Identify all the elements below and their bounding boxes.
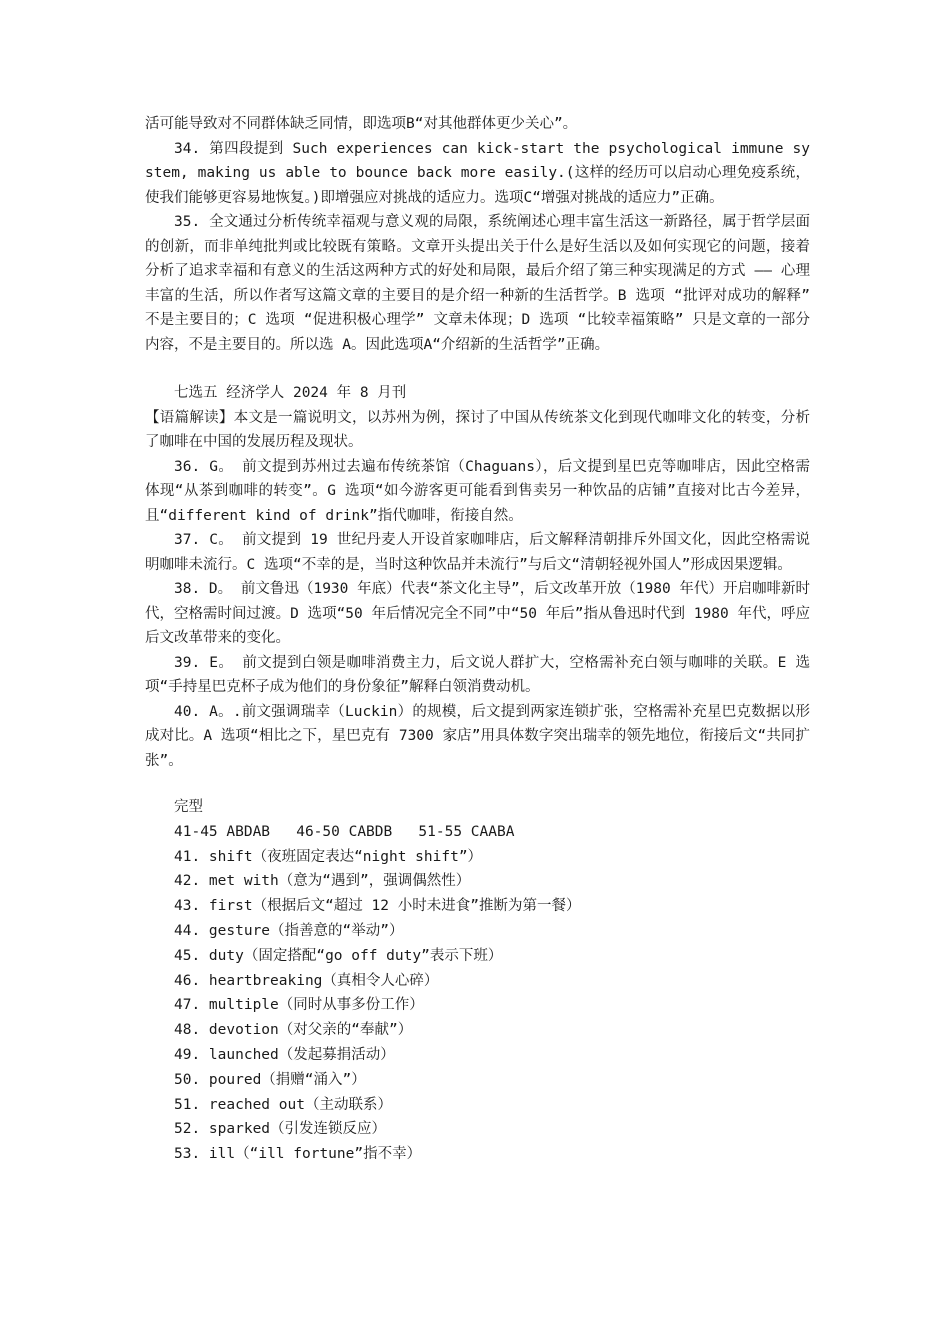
cloze-item-47: 47. multiple（同时从事多份工作）: [174, 997, 424, 1014]
cloze-item-44: 44. gesture（指善意的“举动”）: [174, 922, 404, 939]
answer-40: 40. A。.前文强调瑞幸（Luckin）的规模，后文提到两家连锁扩张，空格需补充星巴克数据以形成对比。A 选项“相比之下，星巴克有 7300 家店”用具体数字突出瑞幸的领先地位，衔接后文“共同扩张”。: [145, 703, 810, 769]
cloze-item-49: 49. launched（发起募捐活动）: [174, 1046, 395, 1063]
passage-interpretation: 【语篇解读】本文是一篇说明文，以苏州为例，探讨了中国从传统茶文化到现代咖啡文化的转变，分析了咖啡在中国的发展历程及现状。: [145, 409, 810, 450]
cloze-item-43: 43. first（根据后文“超过 12 小时未进食”推断为第一餐）: [174, 898, 581, 915]
cloze-item-50: 50. poured（捐赠“涌入”）: [174, 1071, 366, 1088]
answer-39: 39. E。 前文提到白领是咖啡消费主力，后文说人群扩大，空格需补充白领与咖啡的关联。E 选项“手持星巴克杯子成为他们的身份象征”解释白领消费动机。: [145, 654, 810, 695]
answer-36: 36. G。 前文提到苏州过去遍布传统茶馆（Chaguans），后文提到星巴克等咖啡店，因此空格需体现“从茶到咖啡的转变”。G 选项“如今游客更可能看到售卖另一种饮品的店铺”直接对比古今差异，且“different kind of drink”指代咖啡，衔接自然。: [145, 458, 810, 524]
cloze-answer-key: 41-45 ABDAB 46-50 CABDB 51-55 CAABA: [174, 823, 515, 840]
cloze-item-48: 48. devotion（对父亲的“奉献”）: [174, 1022, 413, 1039]
cloze-item-46: 46. heartbreaking（真相令人心碎）: [174, 972, 439, 989]
cloze-item-41: 41. shift（夜班固定表达“night shift”）: [174, 848, 483, 865]
answer-37: 37. C。 前文提到 19 世纪丹麦人开设首家咖啡店，后文解释清朝排斥外国文化，因此空格需说明咖啡未流行。C 选项“不幸的是，当时这种饮品并未流行”与后文“清朝轻视外国人”形成因果逻辑。: [145, 532, 810, 573]
cloze-item-51: 51. reached out（主动联系）: [174, 1096, 392, 1113]
paragraph-33-continuation: 活可能导致对不同群体缺乏同情，即选项B“对其他群体更少关心”。: [145, 116, 578, 132]
cloze-item-53: 53. ill（“ill fortune”指不幸）: [174, 1146, 422, 1163]
section-heading-seven-choose-five: 七选五 经济学人 2024 年 8 月刊: [174, 385, 407, 401]
paragraph-34: 34. 第四段提到 Such experiences can kick-start the psychological immune system, making us able to bounce back more easily.(这样的经历可以启动心理免疫系统，使我们能够更容易地恢复。)即增强应对挑战的适应力。选项C“增强对挑战的适应力”正确。: [145, 140, 810, 206]
section-heading-cloze: 完型: [174, 799, 203, 815]
answer-38: 38. D。 前文鲁迅（1930 年底）代表“茶文化主导”，后文改革开放（1980 年代）开启咖啡新时代，空格需时间过渡。D 选项“50 年后情况完全不同”中“50 年后”指从鲁迅时代到 1980 年代，呼应后文改革带来的变化。: [145, 581, 810, 646]
cloze-item-45: 45. duty（固定搭配“go off duty”表示下班）: [174, 947, 503, 964]
paragraph-35: 35. 全文通过分析传统幸福观与意义观的局限，系统阐述心理丰富生活这一新路径，属于哲学层面的创新，而非单纯批判或比较既有策略。文章开头提出关于什么是好生活以及如何实现它的问题，接着分析了追求幸福和有意义的生活这两种方式的好处和局限，最后介绍了第三种实现满足的方式 —— 心理丰富的生活，所以作者写这篇文章的主要目的是介绍一种新的生活哲学。B 选项 “批评对成功的解释” 不是主要目的；C 选项 “促进积极心理学” 文章未体现；D 选项 “比较幸福策略” 只是文章的一部分内容，不是主要目的。所以选 A。因此选项A“介绍新的生活哲学”正确。: [145, 214, 810, 353]
cloze-item-42: 42. met with（意为“遇到”，强调偶然性）: [174, 873, 471, 890]
cloze-item-52: 52. sparked（引发连锁反应）: [174, 1121, 387, 1138]
document-page: [145, 112, 810, 1167]
